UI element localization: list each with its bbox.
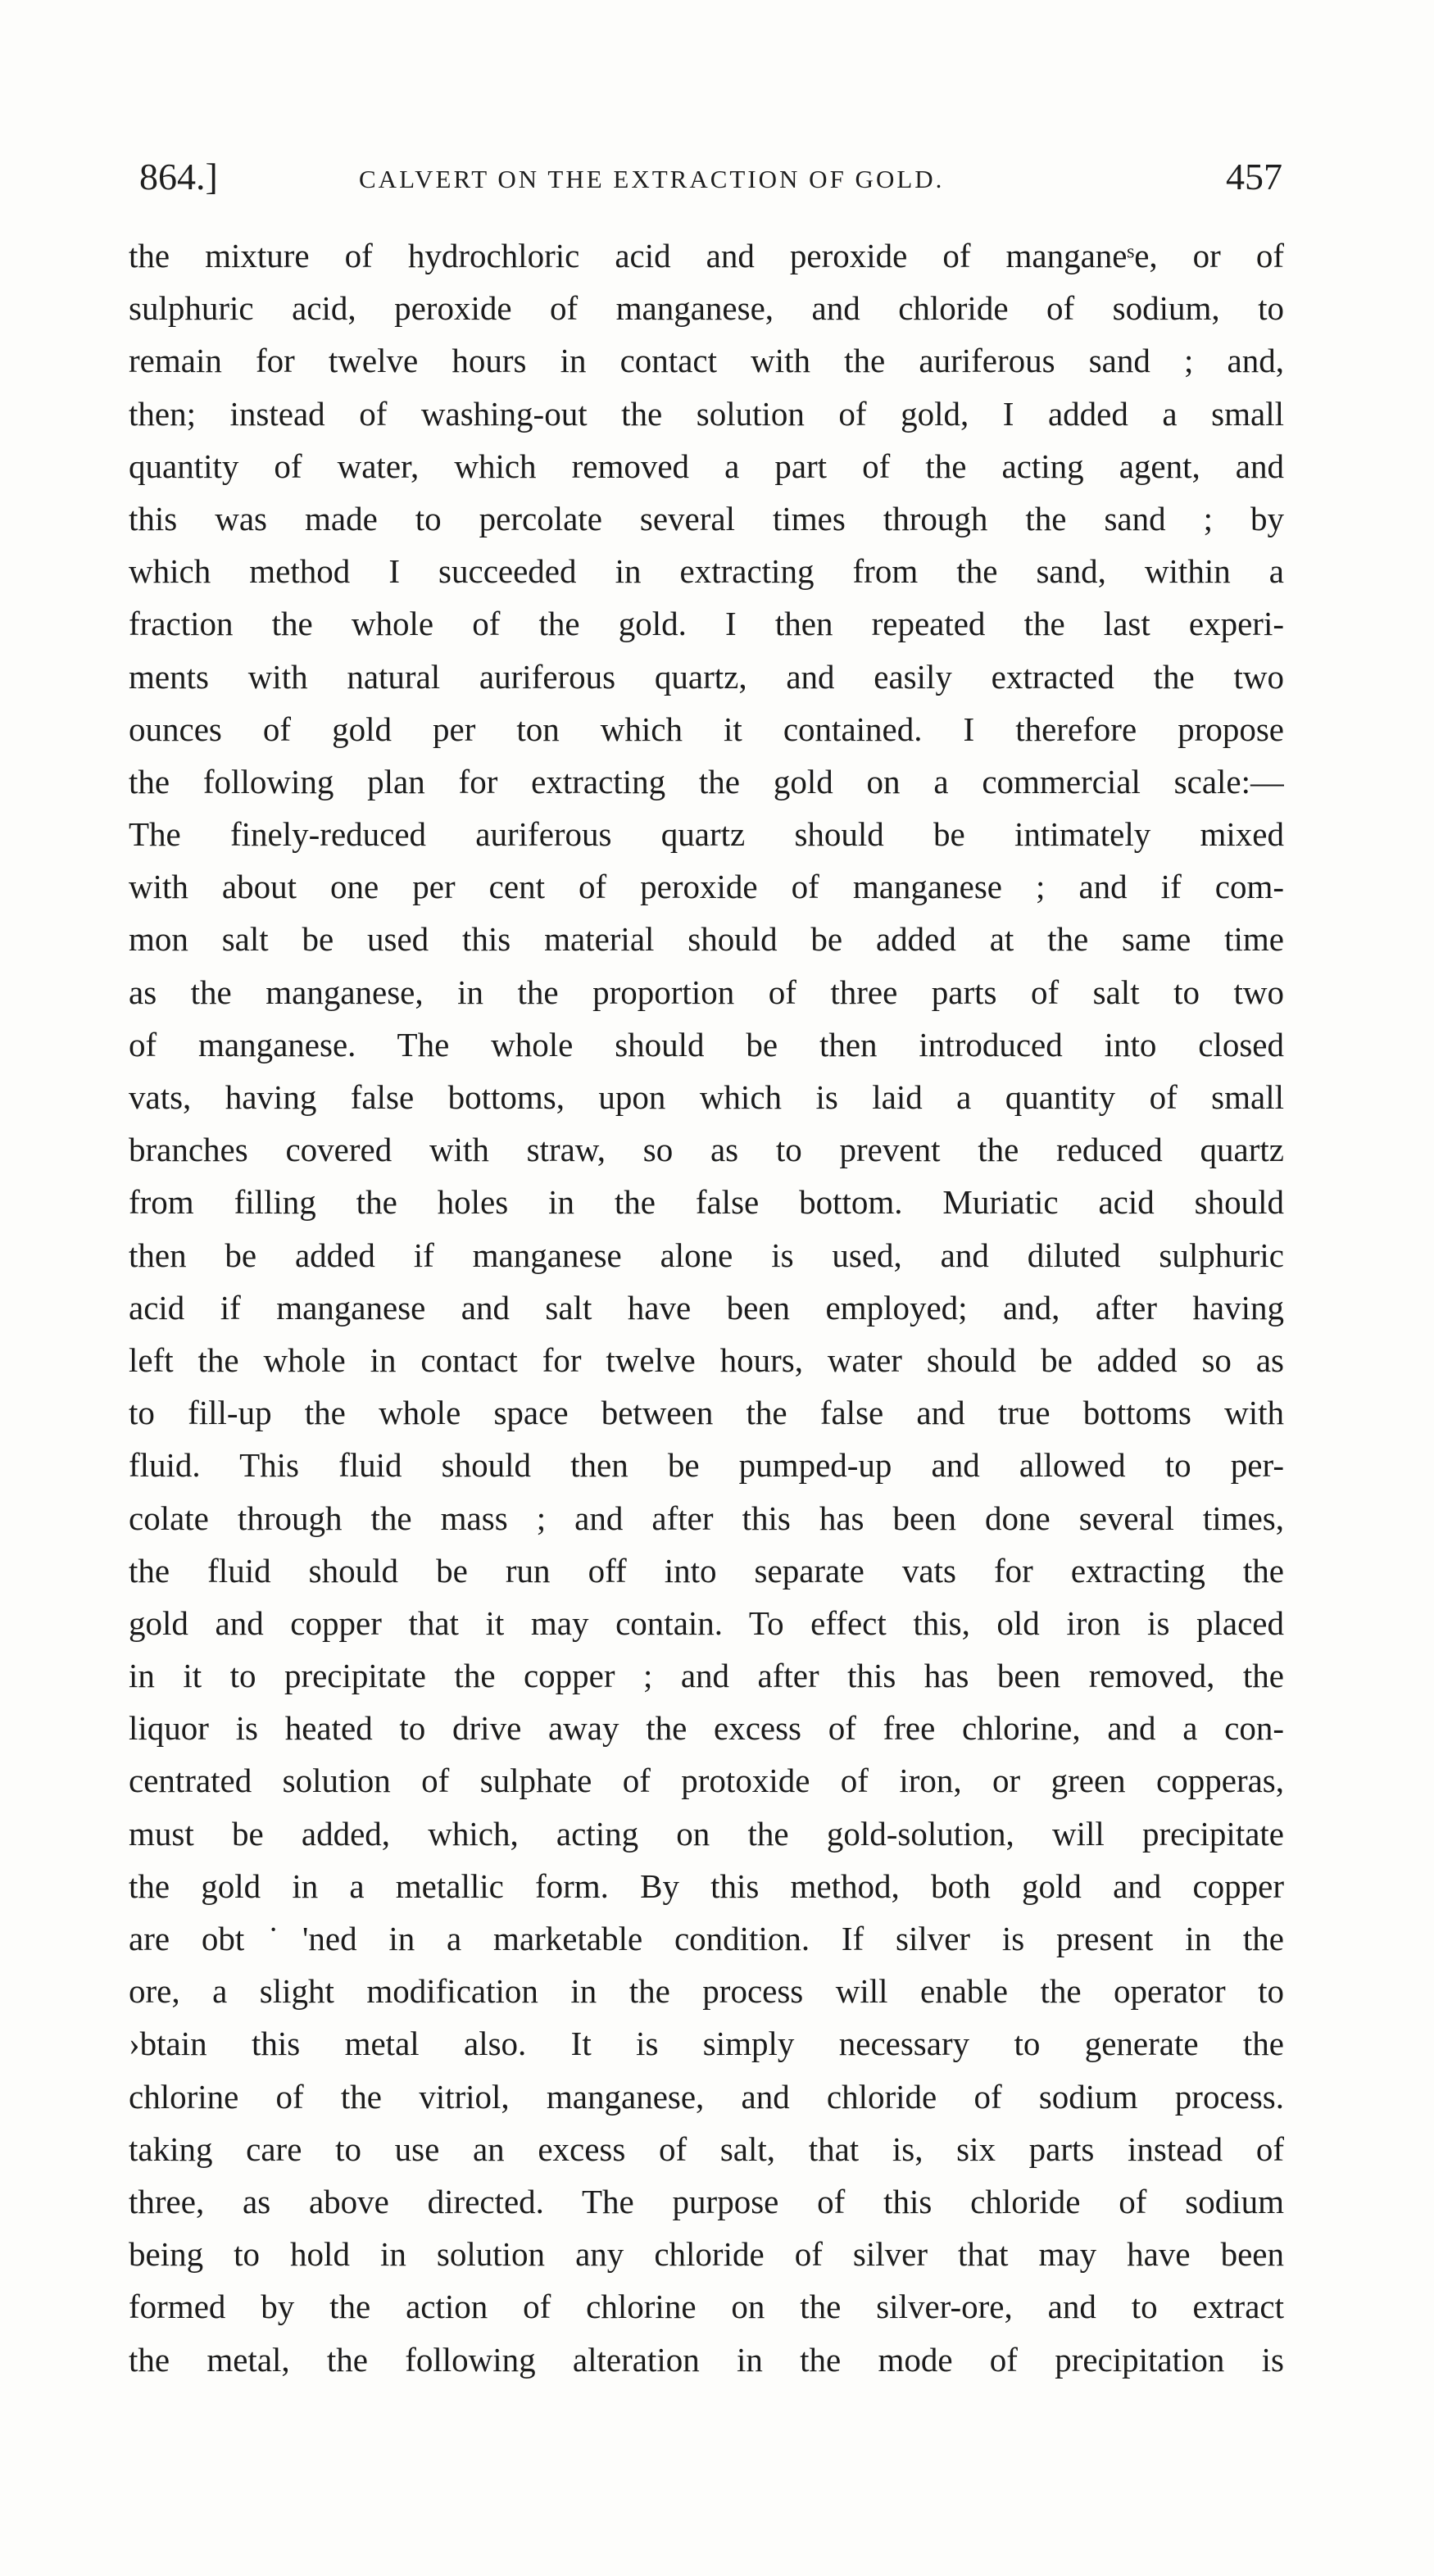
text-line: the gold in a metallic form. By this method, both gold and copper	[129, 1866, 1284, 1905]
text-line: being to hold in solution any chloride of silver that may have been	[129, 2235, 1284, 2274]
text-line: centrated solution of sulphate of protoxide of iron, or green copperas,	[129, 1762, 1284, 1800]
text-line: The finely-reduced auriferous quartz should be intimately mixed	[129, 815, 1284, 854]
text-line: in it to precipitate the copper ; and after this has been removed, the	[129, 1657, 1284, 1695]
text-line: taking care to use an excess of salt, that is, six parts instead of	[129, 2129, 1284, 2168]
running-head	[139, 152, 1282, 202]
text-line: formed by the action of chlorine on the silver-ore, and to extract	[129, 2288, 1284, 2326]
text-line: branches covered with straw, so as to prevent the reduced quartz	[129, 1131, 1284, 1169]
text-line: the fluid should be run off into separate vats for extracting the	[129, 1551, 1284, 1590]
text-line: quantity of water, which removed a part of the acting agent, and	[129, 447, 1284, 485]
text-line: the metal, the following alteration in the mode of precipitation is	[129, 2340, 1284, 2379]
body-text	[129, 229, 1284, 2386]
text-line: colate through the mass ; and after this has been done several times,	[129, 1499, 1284, 1537]
text-line: sulphuric acid, peroxide of manganese, and chloride of sodium, to	[129, 289, 1284, 328]
text-line: then be added if manganese alone is used, and diluted sulphuric	[129, 1236, 1284, 1274]
text-line: the mixture of hydrochloric acid and peroxide of manganeˢe, or of	[129, 237, 1284, 274]
text-line: remain for twelve hours in contact with the auriferous sand ; and,	[129, 342, 1284, 380]
text-line: fraction the whole of the gold. I then repeated the last experi-	[129, 605, 1284, 643]
text-line: ›btain this metal also. It is simply necessary to generate the	[129, 2025, 1284, 2063]
text-line: three, as above directed. The purpose of this chloride of sodium	[129, 2182, 1284, 2220]
text-line: then; instead of washing-out the solution of gold, I added a small	[129, 394, 1284, 433]
section-reference: 864.]	[139, 156, 218, 197]
text-line: of manganese. The whole should be then introduced into closed	[129, 1025, 1284, 1064]
text-line: chlorine of the vitriol, manganese, and chloride of sodium process.	[129, 2077, 1284, 2116]
text-line: ments with natural auriferous quartz, and easily extracted the two	[129, 657, 1284, 696]
text-line: which method I succeeded in extracting from the sand, within a	[129, 552, 1284, 591]
text-line: this was made to percolate several times through the sand ; by	[129, 499, 1284, 537]
text-line: liquor is heated to drive away the excess of free chlorine, and a con-	[129, 1709, 1284, 1748]
text-line: from filling the holes in the false bottom. Muriatic acid should	[129, 1183, 1284, 1222]
text-line: fluid. This fluid should then be pumped-up and allowed to per-	[129, 1446, 1284, 1485]
text-line: mon salt be used this material should be added at the same time	[129, 920, 1284, 959]
text-line: acid if manganese and salt have been employed; and, after having	[129, 1288, 1284, 1327]
text-line: the following plan for extracting the gold on a commercial scale:—	[129, 762, 1284, 800]
text-line: ore, a slight modification in the process will enable the operator to	[129, 1972, 1284, 2011]
text-line: must be added, which, acting on the gold-solution, will precipitate	[129, 1814, 1284, 1853]
text-line: are obt˙'ned in a marketable condition. If silver is present in the	[129, 1920, 1284, 1957]
text-line: gold and copper that it may contain. To effect this, old iron is placed	[129, 1603, 1284, 1642]
running-title: CALVERT ON THE EXTRACTION OF GOLD.	[359, 165, 945, 193]
text-line: left the whole in contact for twelve hours, water should be added so as	[129, 1340, 1284, 1379]
text-line: to fill-up the whole space between the false and true bottoms with	[129, 1394, 1284, 1432]
page-number: 457	[1226, 156, 1282, 197]
text-line: with about one per cent of peroxide of manganese ; and if com-	[129, 868, 1284, 906]
text-line: ounces of gold per ton which it contained. I therefore propose	[129, 710, 1284, 748]
text-line: vats, having false bottoms, upon which is laid a quantity of small	[129, 1078, 1284, 1116]
text-line: as the manganese, in the proportion of three parts of salt to two	[129, 973, 1284, 1011]
